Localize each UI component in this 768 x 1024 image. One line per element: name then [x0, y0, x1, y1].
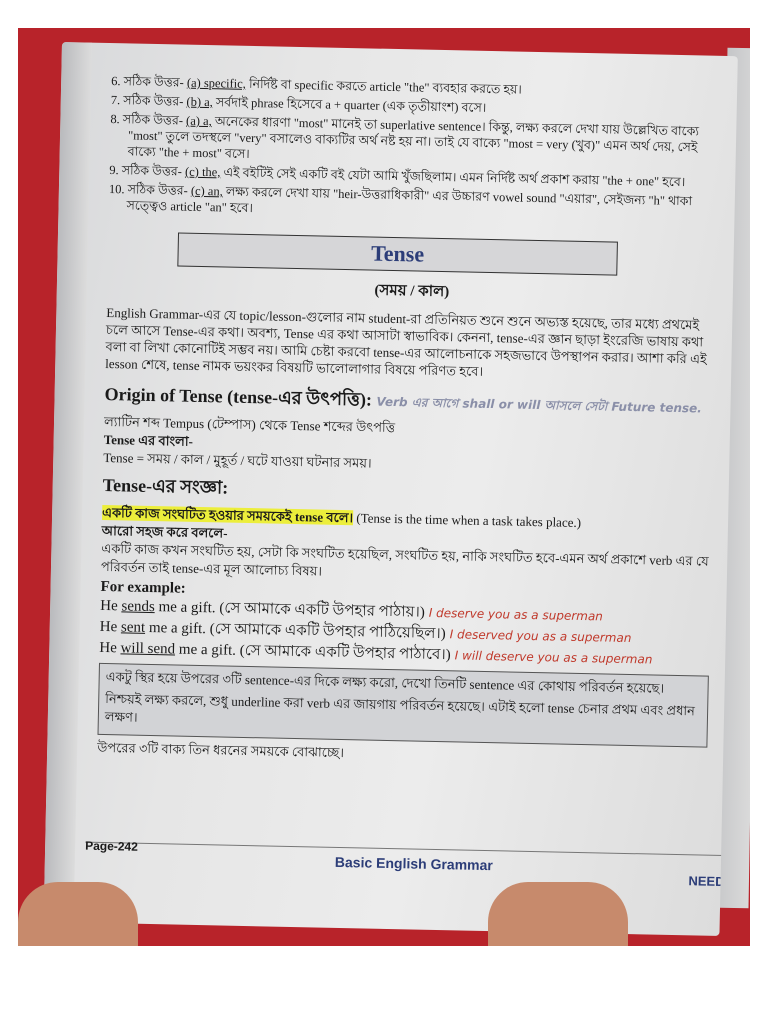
hand-right	[488, 882, 628, 946]
answer-key: সঠিক উত্তর-	[121, 163, 183, 179]
bangla-line: Tense = সময় / কাল / মুহূর্ত / ঘটে যাওয়া ঘটনার সময়।	[103, 449, 372, 471]
answer-key: সঠিক উত্তর-	[123, 74, 184, 90]
answer-option: (a) a,	[185, 113, 212, 129]
handwritten-origin-note: Verb এর আগে shall or will আসলে সেটা Future tense.	[376, 394, 702, 416]
answer-option: (b) a,	[186, 94, 214, 110]
answer-option: (c) the,	[184, 164, 221, 180]
example-heading: For example:	[100, 578, 186, 597]
answer-text: নির্দিষ্ট বা specific করতে article "the" ব্যবহার করতে হয়।	[248, 76, 522, 97]
bangla-heading: Tense এর বাংলা-	[103, 431, 194, 449]
example-verb: will send	[120, 640, 176, 658]
origin-line: ল্যাটিন শব্দ Tempus (টেম্পাস) থেকে Tense শব্দের উৎপত্তি	[103, 413, 396, 436]
note-box	[97, 663, 708, 748]
photo-background	[18, 28, 750, 946]
answer-list	[108, 73, 721, 226]
brand-mark: NEED	[688, 873, 725, 890]
answer-number: 9.	[109, 163, 119, 178]
tense-title: Tense	[177, 232, 618, 275]
page-footer	[85, 838, 726, 890]
example-verb: sends	[121, 598, 155, 616]
simple-heading: আরো সহজ করে বললে-	[101, 522, 228, 541]
example-list	[99, 596, 710, 672]
note-box-line: নিশ্চয়ই লক্ষ্য করলে, শুধু underline করা verb এর জায়গায় পরিবর্তন হয়েছে। এটাই হলো tense চেনার প্রথম এবং প্রধান লক্ষণ।	[104, 691, 696, 725]
definition-heading: Tense-এর সংজ্ঞা:	[102, 474, 229, 498]
book-title: Basic English Grammar	[334, 853, 493, 874]
answer-key: সঠিক উত্তর-	[122, 112, 184, 128]
answer-text: লক্ষ্য করলে দেখা যায় "heir-উত্তরাধিকারী" এর উচ্চারণ vowel sound "এয়ার", সেইজন্য "h" থাকা সত্ত্বেও article "an" হবে।	[126, 184, 693, 216]
page-gutter	[44, 42, 92, 922]
answer-number: 7.	[110, 93, 121, 108]
answer-number: 8.	[110, 112, 120, 127]
example-pre: He	[99, 618, 122, 636]
hand-left	[18, 882, 138, 946]
answer-text: অনেকের ধারণা "most" মানেই তা superlative sentence। কিন্তু, লক্ষ্য করলে দেখা যায় উল্লেখিত বাক্যে "most" তুলে তদস্থলে "very" বসালেও বাক্যটির অর্থ নষ্ট হয় না। তাই যে বাক্যে "most = very (খুব)" এমন অর্থ দেয়, সেই বাক্যে "the + most" বসে।	[127, 114, 700, 161]
answer-key: সঠিক উত্তর-	[127, 182, 188, 198]
page-number: Page-242	[85, 838, 139, 854]
definition-highlight: একটি কাজ সংঘটিত হওয়ার সময়কেই tense বলে।	[101, 504, 354, 526]
example-post: me a gift. (সে আমাকে একটি উপহার পাঠিয়েছিল।)	[145, 619, 446, 643]
page-content	[97, 73, 721, 770]
answer-option: (c) an,	[190, 183, 223, 199]
definition-english: (Tense is the time when a task takes place.)	[356, 510, 582, 530]
answer-option: (a) specific,	[186, 75, 247, 91]
book-page	[44, 42, 738, 936]
example-post: me a gift. (সে আমাকে একটি উপহার পাঠাবে।)	[174, 641, 451, 664]
final-line: উপরের ৩টি বাক্য তিন ধরনের সময়কে বোঝাচ্ছে।	[97, 739, 345, 761]
handwritten-example-note: I deserved you as a superman	[449, 627, 632, 646]
answer-text: সর্বদাই phrase হিসেবে a + quarter (এক তৃতীয়াংশ) বসে।	[215, 95, 487, 115]
handwritten-example-note: I deserve you as a superman	[428, 605, 604, 624]
intro-paragraph: English Grammar-এর যে topic/lesson-গুলোর নাম student-রা প্রতিনিয়ত শুনে শুনে অভ্যস্ত হয়েছে, তার মধ্যে প্রথমেই চলে আসে Tense-এর কথা। অবশ্য, Tense এর কথা আসাটা স্বাভাবিক। কেননা, tense-এর জ্ঞান ছাড়া ইংরেজি ভাষায় কথা বলা বা লিখা কোনোটিই সম্ভব নয়। আমি চেষ্টা করবো tense-এর আলোচনাকে সহজভাবে উপস্থাপন করার। আশা করি এই lesson শেষে, tense নামক ভয়ংকর বিষয়টি ভালোলাগার বিষয়ে পরিণত হবে।	[105, 304, 707, 379]
example-post: me a gift. (সে আমাকে একটি উপহার পাঠায়।)	[154, 599, 425, 621]
answer-text: এই বইটিই সেই একটি বই যেটা আমি খুঁজছিলাম। এমন নির্দিষ্ট অর্থ প্রকাশ করায় "the + one" হবে।	[223, 165, 686, 190]
example-pre: He	[99, 639, 121, 657]
simple-text: একটি কাজ কখন সংঘটিত হয়, সেটা কি সংঘটিত হয়েছিল, সংঘটিত হয়, নাকি সংঘটিত হবে-এমন অর্থ প্রকাশে verb এর যে পরিবর্তন তাই tense-এর মূল আলোচ্য বিষয়।	[100, 540, 709, 579]
answer-number: 10.	[108, 182, 125, 197]
origin-heading: Origin of Tense (tense-এর উৎপত্তি): Verb এর আগে shall or will আসলে সেটা Future tense.	[104, 383, 702, 416]
example-pre: He	[100, 597, 122, 615]
answer-key: সঠিক উত্তর-	[123, 93, 184, 109]
note-box-line: একটু স্থির হয়ে উপরের ৩টি sentence-এর দিকে লক্ষ্য করো, দেখো তিনটি sentence এর কোথায় পরিবর্তন হয়েছে।	[105, 669, 665, 696]
answer-item	[110, 111, 721, 172]
example-verb: sent	[120, 619, 146, 636]
answer-number: 6.	[111, 74, 121, 89]
handwritten-example-note: I will deserve you as a superman	[454, 648, 653, 667]
tense-subtitle: (সময় / কাল)	[374, 282, 450, 301]
